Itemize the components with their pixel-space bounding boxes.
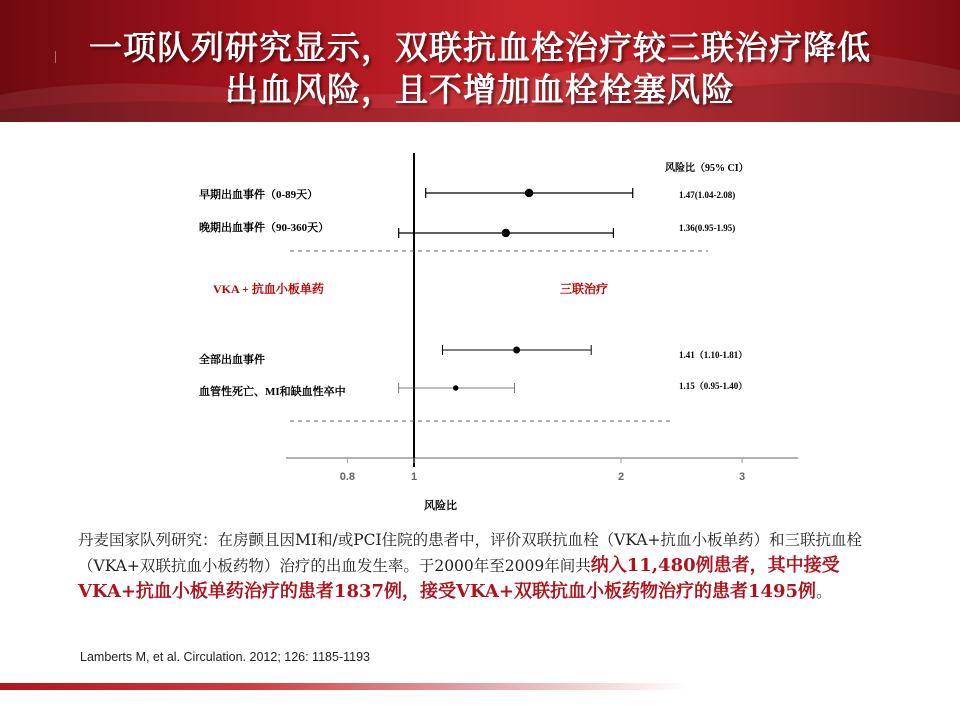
row-label: 全部出血事件 xyxy=(199,354,265,366)
right-group-label: 三联治疗 xyxy=(560,282,609,296)
study-description xyxy=(78,527,868,605)
ci-value: 1.41（1.10-1.81） xyxy=(679,350,748,360)
description-text: 丹麦国家队列研究：在房颤且因MI和/或PCI住院的患者中，评价双联抗血栓（VKA+抗血小板单药）和三联抗血栓（VKA+双联抗血小板药物）治疗的出血发生率。于2000年至2009年间共 xyxy=(78,531,862,575)
bottom-accent-bar xyxy=(0,683,690,690)
x-tick-label: 2 xyxy=(617,471,625,483)
x-tick-label: 1 xyxy=(410,471,418,483)
forest-plot xyxy=(0,122,960,522)
row-label: 血管性死亡、MI和缺血性卒中 xyxy=(199,386,346,398)
slide-title xyxy=(0,27,960,111)
ci-header: 风险比（95% CI） xyxy=(665,163,749,174)
description-tail: 。 xyxy=(816,583,832,601)
row-label: 早期出血事件（0-89天） xyxy=(199,189,319,201)
ci-value: 1.15（0.95-1.40） xyxy=(679,381,748,391)
slide-title-line-2: 出血风险，且不增加血栓栓塞风险 xyxy=(225,70,735,109)
point-estimate xyxy=(525,189,533,197)
ci-value: 1.36(0.95-1.95) xyxy=(679,223,736,233)
point-estimate xyxy=(502,229,510,237)
point-estimate xyxy=(513,347,520,354)
x-tick-label: 0.8 xyxy=(339,471,356,483)
x-tick-label: 3 xyxy=(739,471,746,483)
row-label: 晚期出血事件（90-360天） xyxy=(199,222,330,234)
ci-value: 1.47(1.04-2.08) xyxy=(679,190,736,200)
point-estimate xyxy=(453,385,458,390)
description-highlight: 纳入11,480例患者，其中接受VKA+抗血小板单药治疗的患者1837例，接受VKA+双联抗血小板药物治疗的患者1495例 xyxy=(78,555,840,602)
slide-title-line-1: 一项队列研究显示，双联抗血栓治疗较三联治疗降低 xyxy=(89,28,871,67)
left-group-label: VKA + 抗血小板单药 xyxy=(213,282,324,296)
x-axis-title: 风险比 xyxy=(424,500,457,512)
citation: Lamberts M, et al. Circulation. 2012; 126: 1185-1193 xyxy=(80,650,370,664)
